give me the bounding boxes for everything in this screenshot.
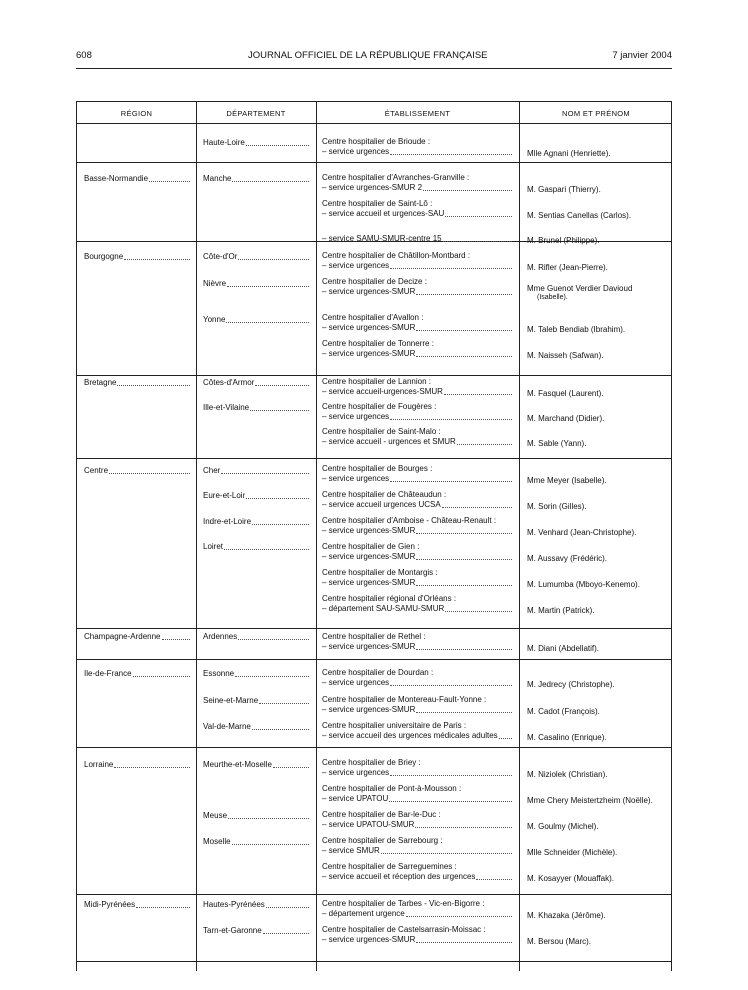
departement-cell: Côte-d'Or bbox=[203, 252, 309, 262]
nom-prenom: M. Brunel (Philippe). bbox=[527, 236, 600, 245]
etablissement-name: Centre hospitalier de Briey : bbox=[322, 758, 421, 767]
etablissement-name: Centre hospitalier de Pont-à-Mousson : bbox=[322, 784, 462, 793]
departement-cell: Seine-et-Marne bbox=[203, 696, 309, 706]
row-separator bbox=[77, 894, 671, 895]
region-cell: Centre bbox=[84, 466, 190, 476]
etablissement-name: Centre hospitalier de Bourges : bbox=[322, 464, 433, 473]
etablissement-name: Centre hospitalier de Châtillon-Montbard : bbox=[322, 251, 471, 260]
departement-cell: Haute-Loire bbox=[203, 138, 309, 148]
etablissement-service: – service SAMU-SMUR-centre 15 bbox=[322, 234, 512, 244]
etablissement-name: Centre hospitalier de Sarreguemines : bbox=[322, 862, 457, 871]
etablissement-service: – service urgences bbox=[322, 474, 512, 484]
nom-prenom: Mme Chery Meistertzheim (Noëlle). bbox=[527, 796, 653, 805]
nom-prenom: M. Bersou (Marc). bbox=[527, 937, 592, 946]
departement-cell: Moselle bbox=[203, 837, 309, 847]
etablissement-service: – service urgences bbox=[322, 147, 512, 157]
nom-prenom: M. Aussavy (Frédéric). bbox=[527, 554, 608, 563]
etablissement-service: – service urgences-SMUR bbox=[322, 323, 512, 333]
etablissement-name: Centre hospitalier universitaire de Paris : bbox=[322, 721, 467, 730]
appointments-table bbox=[76, 101, 672, 971]
nom-prenom: Mlle Schneider (Michèle). bbox=[527, 848, 618, 857]
departement-cell: Essonne bbox=[203, 669, 309, 679]
departement-cell: Côtes-d'Armor bbox=[203, 378, 309, 388]
row-separator bbox=[77, 747, 671, 748]
etablissement-service: – service accueil - urgences et SMUR bbox=[322, 437, 512, 447]
etablissement-service: – service accueil urgences UCSA bbox=[322, 500, 512, 510]
departement-cell: Hautes-Pyrénées bbox=[203, 900, 309, 910]
header-row-rule bbox=[77, 123, 671, 124]
departement-cell: Meurthe-et-Moselle bbox=[203, 760, 309, 770]
etablissement-name: Centre hospitalier d'Avranches-Granville : bbox=[322, 173, 470, 182]
nom-prenom: M. Casalino (Enrique). bbox=[527, 733, 607, 742]
column-header-departement: DÉPARTEMENT bbox=[226, 109, 286, 118]
departement-cell: Loiret bbox=[203, 542, 309, 552]
nom-prenom: M. Martin (Patrick). bbox=[527, 606, 595, 615]
departement-cell: Eure-et-Loir bbox=[203, 491, 309, 501]
etablissement-name: Centre hospitalier de Châteaudun : bbox=[322, 490, 447, 499]
region-cell: Lorraine bbox=[84, 760, 190, 770]
journal-title: JOURNAL OFFICIEL DE LA RÉPUBLIQUE FRANÇAISE bbox=[248, 50, 488, 61]
region-cell: Bourgogne bbox=[84, 252, 190, 262]
region-cell: Ile-de-France bbox=[84, 669, 190, 679]
etablissement-name: Centre hospitalier de Gien : bbox=[322, 542, 420, 551]
etablissement-name: Centre hospitalier de Castelsarrasin-Moissac : bbox=[322, 925, 486, 934]
nom-prenom: M. Niziolek (Christian). bbox=[527, 770, 608, 779]
nom-prenom: M. Cadot (François). bbox=[527, 707, 600, 716]
etablissement-service: – service UPATOU bbox=[322, 794, 512, 804]
column-header-etablissement: ÉTABLISSEMENT bbox=[384, 109, 451, 118]
nom-prenom: M. Lumumba (Mboyo-Kenemo). bbox=[527, 580, 640, 589]
nom-prenom: M. Jedrecy (Christophe). bbox=[527, 680, 615, 689]
etablissement-service: – service accueil des urgences médicales adultes bbox=[322, 731, 512, 741]
nom-prenom: M. Diani (Abdellatif). bbox=[527, 644, 600, 653]
etablissement-name: Centre hospitalier de Brioude : bbox=[322, 137, 431, 146]
etablissement-name: Centre hospitalier de Fougères : bbox=[322, 402, 437, 411]
departement-cell: Manche bbox=[203, 174, 309, 184]
nom-prenom: M. Fasquel (Laurent). bbox=[527, 389, 604, 398]
header-rule bbox=[76, 68, 672, 69]
etablissement-name: Centre hospitalier de Lannion : bbox=[322, 377, 431, 386]
region-cell: Bretagne bbox=[84, 378, 190, 388]
departement-cell: Ardennes bbox=[203, 632, 309, 642]
etablissement-name: Centre hospitalier de Montargis : bbox=[322, 568, 438, 577]
etablissement-service: – service urgences-SMUR 2 bbox=[322, 183, 512, 193]
etablissement-service: – service urgences-SMUR bbox=[322, 526, 512, 536]
etablissement-service: – service accueil et urgences-SAU bbox=[322, 209, 512, 219]
nom-prenom: M. Khazaka (Jérôme). bbox=[527, 911, 606, 920]
column-divider bbox=[316, 102, 317, 971]
row-separator bbox=[77, 162, 671, 163]
column-divider bbox=[519, 102, 520, 971]
etablissement-name: Centre hospitalier de Bar-le-Duc : bbox=[322, 810, 441, 819]
etablissement-name: Centre hospitalier de Tonnerre : bbox=[322, 339, 434, 348]
etablissement-name: Centre hospitalier de Dourdan : bbox=[322, 668, 434, 677]
etablissement-service: – service urgences bbox=[322, 412, 512, 422]
etablissement-name: Centre hospitalier de Rethel : bbox=[322, 632, 426, 641]
etablissement-name: Centre hospitalier d'Amboise - Château-Renault : bbox=[322, 516, 497, 525]
nom-prenom: Mme Guenot Verdier Davioud bbox=[527, 284, 633, 293]
etablissement-name: Centre hospitalier de Saint-Lô : bbox=[322, 199, 433, 208]
etablissement-name: Centre hospitalier de Sarrebourg : bbox=[322, 836, 443, 845]
departement-cell: Val-de-Marne bbox=[203, 722, 309, 732]
nom-prenom: Mlle Agnani (Henriette). bbox=[527, 149, 611, 158]
departement-cell: Cher bbox=[203, 466, 309, 476]
etablissement-service: – service urgences bbox=[322, 768, 512, 778]
column-header-region: RÉGION bbox=[120, 109, 153, 118]
nom-prenom: M. Rifler (Jean-Pierre). bbox=[527, 263, 608, 272]
region-cell: Basse-Normandie bbox=[84, 174, 190, 184]
departement-cell: Indre-et-Loire bbox=[203, 517, 309, 527]
etablissement-service: – département urgence bbox=[322, 909, 512, 919]
etablissement-service: – service urgences bbox=[322, 261, 512, 271]
row-separator bbox=[77, 961, 671, 962]
nom-prenom: M. Sable (Yann). bbox=[527, 439, 587, 448]
departement-cell: Ille-et-Vilaine bbox=[203, 403, 309, 413]
region-cell: Champagne-Ardenne bbox=[84, 632, 190, 642]
etablissement-name: Centre hospitalier de Saint-Malo : bbox=[322, 427, 441, 436]
etablissement-service: – service urgences bbox=[322, 678, 512, 688]
page-number: 608 bbox=[76, 50, 92, 61]
etablissement-service: – service SMUR bbox=[322, 846, 512, 856]
etablissement-service: – service urgences-SMUR bbox=[322, 287, 512, 297]
etablissement-service: – service urgences-SMUR bbox=[322, 935, 512, 945]
etablissement-name: Centre hospitalier de Decize : bbox=[322, 277, 427, 286]
nom-prenom: Mme Meyer (Isabelle). bbox=[527, 476, 607, 485]
column-divider bbox=[196, 102, 197, 971]
etablissement-service: – service urgences-SMUR bbox=[322, 642, 512, 652]
row-separator bbox=[77, 375, 671, 376]
etablissement-service: – service urgences-SMUR bbox=[322, 705, 512, 715]
departement-cell: Nièvre bbox=[203, 279, 309, 289]
departement-cell: Tarn-et-Garonne bbox=[203, 926, 309, 936]
row-separator bbox=[77, 458, 671, 459]
departement-cell: Meuse bbox=[203, 811, 309, 821]
nom-prenom: M. Taleb Bendiab (Ibrahim). bbox=[527, 325, 626, 334]
etablissement-name: Centre hospitalier de Montereau-Fault-Yonne : bbox=[322, 695, 487, 704]
etablissement-service: – service urgences-SMUR bbox=[322, 349, 512, 359]
region-cell: Midi-Pyrénées bbox=[84, 900, 190, 910]
page-header bbox=[76, 50, 672, 64]
row-separator bbox=[77, 628, 671, 629]
nom-prenom: M. Sorin (Gilles). bbox=[527, 502, 587, 511]
nom-prenom: M. Venhard (Jean-Christophe). bbox=[527, 528, 637, 537]
departement-cell: Yonne bbox=[203, 315, 309, 325]
etablissement-service: – service accueil-urgences-SMUR bbox=[322, 387, 512, 397]
nom-prenom: M. Kosayyer (Mouaffak). bbox=[527, 874, 614, 883]
column-header-nom-prenom: NOM ET PRÉNOM bbox=[562, 109, 630, 118]
nom-prenom: M. Marchand (Didier). bbox=[527, 414, 605, 423]
nom-prenom: M. Naisseh (Safwan). bbox=[527, 351, 604, 360]
nom-prenom: M. Sentias Canellas (Carlos). bbox=[527, 211, 632, 220]
etablissement-name: Centre hospitalier de Tarbes - Vic-en-Bigorre : bbox=[322, 899, 485, 908]
etablissement-service: – service accueil et réception des urgences bbox=[322, 872, 512, 882]
etablissement-name: Centre hospitalier d'Avallon : bbox=[322, 313, 424, 322]
etablissement-service: – département SAU-SAMU-SMUR bbox=[322, 604, 512, 614]
nom-prenom: M. Gaspari (Thierry). bbox=[527, 185, 601, 194]
nom-prenom: M. Goulmy (Michel). bbox=[527, 822, 599, 831]
etablissement-name: Centre hospitalier régional d'Orléans : bbox=[322, 594, 457, 603]
etablissement-service: – service urgences-SMUR bbox=[322, 552, 512, 562]
etablissement-service: – service UPATOU-SMUR bbox=[322, 820, 512, 830]
etablissement-service: – service urgences-SMUR bbox=[322, 578, 512, 588]
nom-prenom-continued: (Isabelle). bbox=[537, 294, 568, 301]
row-separator bbox=[77, 659, 671, 660]
publication-date: 7 janvier 2004 bbox=[612, 50, 672, 61]
